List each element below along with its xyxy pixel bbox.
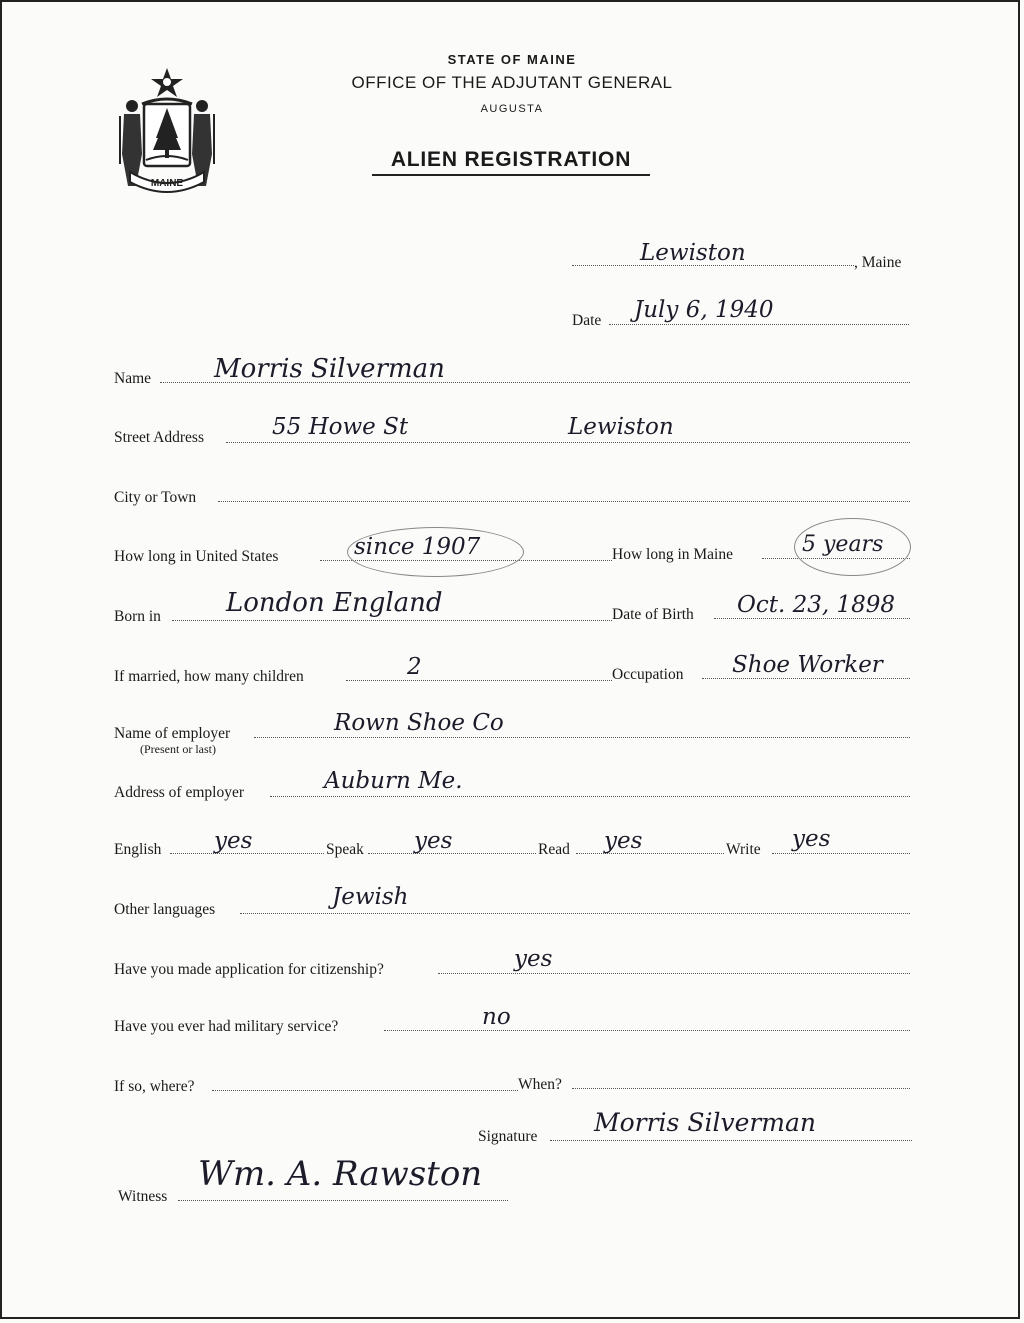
military-label: Have you ever had military service? — [114, 1018, 339, 1035]
read-line — [576, 853, 724, 854]
citizenship-value: yes — [514, 946, 553, 972]
date-label: Date — [572, 312, 602, 329]
maine-label: How long in Maine — [612, 546, 733, 563]
read-label: Read — [538, 841, 570, 858]
office-heading: OFFICE OF THE ADJUTANT GENERAL — [351, 73, 673, 92]
citizenship-line — [438, 973, 910, 974]
children-value: 2 — [407, 654, 422, 680]
military-line — [384, 1030, 910, 1031]
signature-value: Morris Silverman — [594, 1108, 817, 1137]
other-lang-label: Other languages — [114, 901, 216, 918]
witness-line — [178, 1200, 508, 1201]
signature-line — [550, 1140, 912, 1141]
born-label: Born in — [114, 608, 161, 625]
maine-value: 5 years — [802, 532, 884, 557]
born-value: London England — [226, 588, 443, 618]
write-label: Write — [726, 841, 761, 858]
speak-label: Speak — [326, 841, 364, 858]
born-line — [172, 620, 612, 621]
children-line — [346, 680, 612, 681]
write-line — [772, 853, 910, 854]
street-label: Street Address — [114, 429, 204, 446]
other-lang-line — [240, 913, 910, 914]
date-value: July 6, 1940 — [634, 297, 774, 323]
employer-sublabel: (Present or last) — [140, 742, 216, 756]
employer-value: Rown Shoe Co — [334, 710, 504, 736]
employer-label: Name of employer — [114, 725, 231, 742]
street-town-value: Lewiston — [568, 414, 674, 440]
emp-addr-value: Auburn Me. — [324, 768, 463, 794]
place-label: , Maine — [854, 254, 902, 271]
witness-value: Wm. A. Rawston — [198, 1154, 483, 1194]
city-label: City or Town — [114, 489, 197, 506]
where-line — [212, 1090, 518, 1091]
citizenship-label: Have you made application for citizenship? — [114, 961, 384, 978]
name-value: Morris Silverman — [214, 354, 445, 384]
dob-value: Oct. 23, 1898 — [737, 592, 896, 618]
when-label: When? — [518, 1076, 562, 1093]
witness-label: Witness — [118, 1188, 168, 1205]
military-value: no — [482, 1004, 511, 1030]
street-value: 55 Howe St — [272, 414, 409, 440]
seal-text: MAINE — [150, 178, 184, 189]
form-title: ALIEN REGISTRATION — [372, 148, 650, 176]
occupation-value: Shoe Worker — [732, 652, 883, 678]
us-label: How long in United States — [114, 548, 279, 565]
name-label: Name — [114, 370, 152, 387]
english-label: English — [114, 841, 162, 858]
children-label: If married, how many children — [114, 668, 304, 685]
read-value: yes — [604, 828, 643, 854]
other-lang-value: Jewish — [332, 884, 409, 910]
english-value: yes — [214, 828, 253, 854]
place-value: Lewiston — [640, 240, 746, 266]
city-heading: AUGUSTA — [480, 103, 544, 115]
us-value: since 1907 — [354, 534, 481, 560]
write-value: yes — [792, 826, 831, 852]
state-heading: STATE OF MAINE — [447, 52, 577, 67]
signature-label: Signature — [478, 1128, 538, 1145]
occupation-line — [702, 678, 910, 679]
when-line — [572, 1088, 910, 1089]
speak-value: yes — [414, 828, 453, 854]
dob-line — [714, 618, 910, 619]
where-label: If so, where? — [114, 1078, 195, 1095]
date-line — [609, 324, 909, 325]
emp-addr-label: Address of employer — [114, 784, 244, 801]
emp-addr-line — [270, 796, 910, 797]
dob-label: Date of Birth — [612, 606, 694, 623]
city-line — [218, 501, 910, 502]
employer-line — [254, 737, 910, 738]
maine-seal-icon — [112, 64, 222, 194]
occupation-label: Occupation — [612, 666, 684, 683]
street-line — [226, 442, 910, 443]
